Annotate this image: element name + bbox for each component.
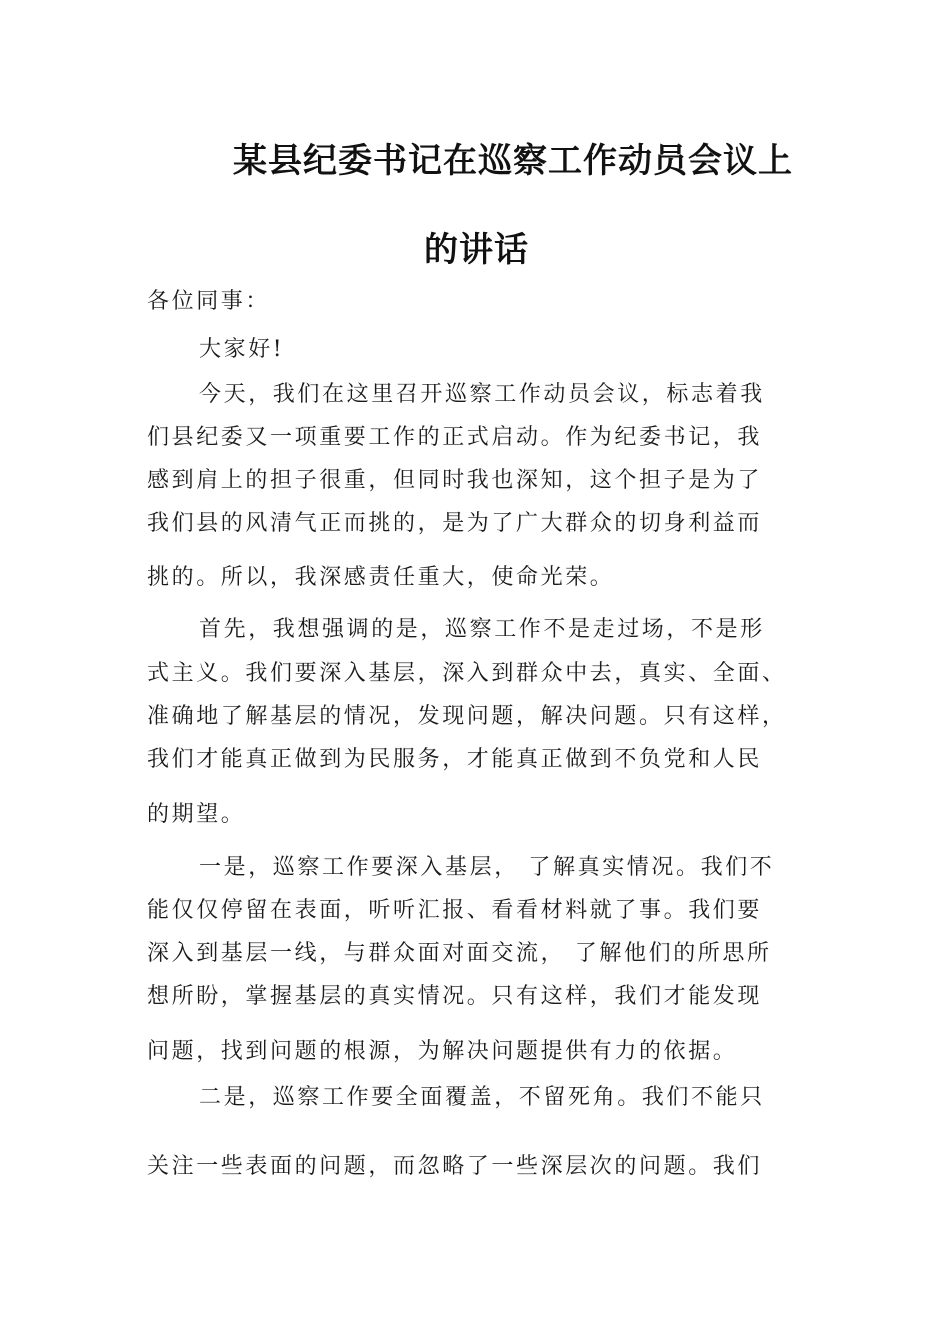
- paragraph-1-line-2: 们县纪委又一项重要工作的正式启动。作为纪委书记，我: [147, 425, 763, 450]
- paragraph-3-line-3: 深入到基层一线，与群众面对面交流， 了解他们的所思所: [147, 941, 772, 966]
- salutation: 各位同事：: [147, 289, 271, 314]
- paragraph-4-line-1: 二是，巡察工作要全面覆盖，不留死角。我们不能只: [199, 1085, 765, 1110]
- paragraph-1-line-4: 我们县的风清气正而挑的，是为了广大群众的切身利益而: [147, 511, 763, 536]
- paragraph-2-line-1: 首先，我想强调的是，巡察工作不是走过场，不是形: [199, 617, 765, 642]
- greeting: 大家好!: [199, 337, 285, 362]
- paragraph-3-line-1: 一是，巡察工作要深入基层， 了解真实情况。我们不: [199, 855, 775, 880]
- paragraph-3-line-5: 问题，找到问题的根源，为解决问题提供有力的依据。: [147, 1039, 738, 1064]
- paragraph-3-line-2: 能仅仅停留在表面，听听汇报、看看材料就了事。我们要: [147, 898, 763, 923]
- paragraph-4-line-2: 关注一些表面的问题，而忽略了一些深层次的问题。我们: [147, 1154, 763, 1179]
- paragraph-3-line-4: 想所盼，掌握基层的真实情况。只有这样，我们才能发现: [147, 984, 763, 1009]
- paragraph-1-line-5: 挑的。所以，我深感责任重大，使命光荣。: [147, 565, 615, 590]
- paragraph-1-line-3: 感到肩上的担子很重，但同时我也深知，这个担子是为了: [147, 468, 763, 493]
- paragraph-2-line-4: 我们才能真正做到为民服务，才能真正做到不负党和人民: [147, 747, 763, 772]
- paragraph-2-line-5: 的期望。: [147, 802, 246, 827]
- document-title-line-1: 某县纪委书记在巡察工作动员会议上: [233, 141, 793, 181]
- document-title-line-2: 的讲话: [424, 230, 529, 270]
- paragraph-1-line-1: 今天，我们在这里召开巡察工作动员会议，标志着我: [199, 382, 765, 407]
- paragraph-2-line-3: 准确地了解基层的情况，发现问题，解决问题。只有这样，: [147, 704, 787, 729]
- paragraph-2-line-2: 式主义。我们要深入基层，深入到群众中去，真实、全面、: [147, 661, 787, 686]
